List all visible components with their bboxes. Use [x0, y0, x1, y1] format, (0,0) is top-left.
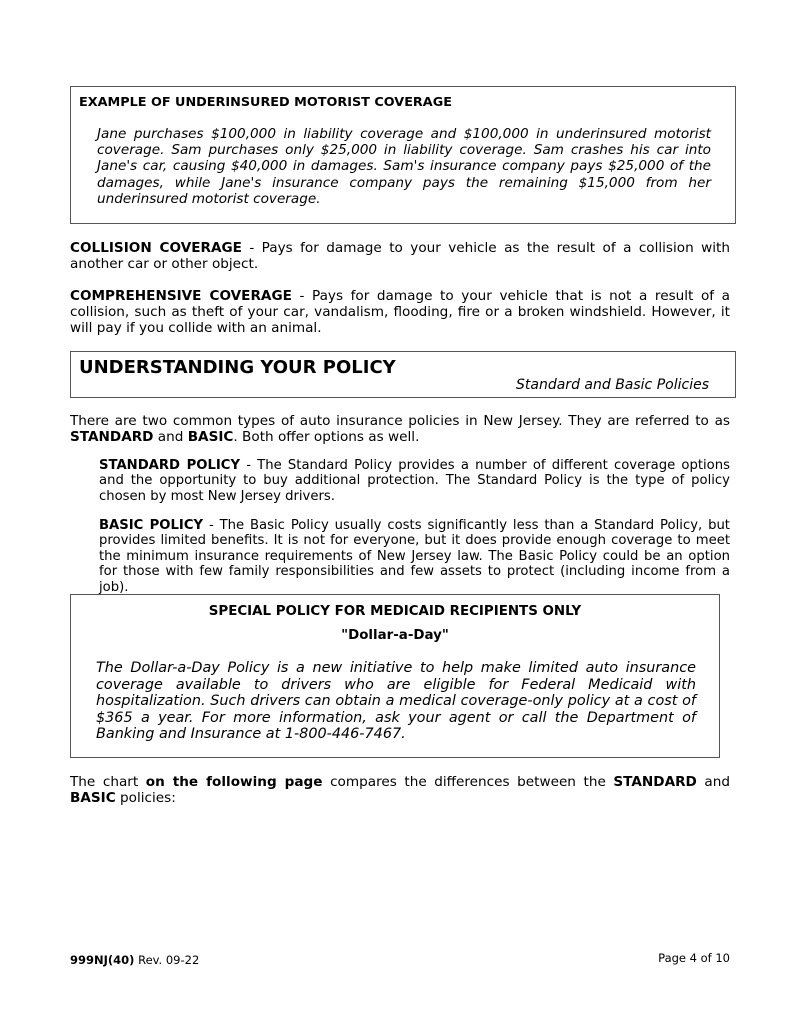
chart-note-standard: STANDARD [613, 774, 697, 790]
collision-coverage-term: COLLISION COVERAGE [70, 240, 242, 256]
basic-policy-paragraph [99, 518, 730, 595]
underinsured-example-title: EXAMPLE OF UNDERINSURED MOTORIST COVERAGE [79, 95, 452, 110]
policy-types-intro [70, 413, 730, 445]
medicaid-policy-title: SPECIAL POLICY FOR MEDICAID RECIPIENTS ONLY [208, 604, 582, 619]
chart-note-text-2: compares the differences between the [322, 774, 614, 790]
chart-note-text-3: policies: [115, 790, 176, 807]
chart-note-and: and [696, 774, 730, 790]
footer-page-number: Page 4 of 10 [658, 951, 730, 965]
medicaid-policy-text: The Dollar-a-Day Policy is a new initiative to help make limited auto insurance coverage available to drivers who are eligible for Federal Medicaid with hospitalization. Such drivers can obtain a medical coverage-only policy at a cost of $365 a year. For more information, ask your agent or call the Department of Banking and Insurance at 1-800-446-7467. [96, 660, 696, 743]
chart-note-text-1: The chart [70, 774, 146, 790]
comprehensive-coverage-term: COMPREHENSIVE COVERAGE [70, 288, 292, 304]
standard-policy-paragraph [99, 458, 730, 504]
underinsured-example-box [70, 86, 736, 224]
basic-policy-text: - The Basic Policy usually costs significantly less than a Standard Policy, but provides limited benefits. It is not for everyone, but it does provide enough coverage to meet the minimum insurance requirements of New Jersey law. The Basic Policy could be an option for those with few family responsibilities and few assets to protect (including income from a job). [99, 518, 730, 595]
understanding-policy-subtitle: Standard and Basic Policies [516, 377, 709, 393]
collision-coverage-text: - Pays for damage to your vehicle as the result of a collision with another car or other object. [70, 240, 730, 273]
intro-and: and [153, 429, 188, 446]
collision-coverage-paragraph [70, 240, 730, 272]
form-revision: Rev. 09-22 [134, 953, 200, 967]
medicaid-policy-box [70, 594, 720, 758]
intro-text-1: There are two common types of auto insurance policies in New Jersey. They are referred to as [70, 413, 730, 429]
understanding-policy-header-box [70, 351, 736, 398]
intro-text-2: . Both offer options as well. [233, 429, 420, 446]
intro-standard: STANDARD [70, 429, 154, 446]
chart-note-emphasis: on the following page [145, 774, 323, 790]
understanding-policy-title: UNDERSTANDING YOUR POLICY [79, 357, 396, 378]
comprehensive-coverage-paragraph [70, 288, 730, 337]
standard-policy-term: STANDARD POLICY [99, 458, 240, 473]
standard-policy-text: - The Standard Policy provides a number of different coverage options and the opportunity to buy additional protection. The Standard Policy is the type of policy chosen by most New Jersey drivers. [99, 458, 730, 504]
chart-reference-paragraph [70, 774, 730, 806]
intro-basic: BASIC [187, 429, 234, 446]
comprehensive-coverage-text: - Pays for damage to your vehicle that is not a result of a collision, such as theft of your car, vandalism, flooding, fire or a broken windshield. However, it will pay if you collide with an animal. [70, 288, 731, 337]
form-number: 999NJ(40) [70, 953, 135, 967]
footer-form-id [70, 953, 199, 967]
basic-policy-term: BASIC POLICY [99, 518, 204, 533]
medicaid-policy-subtitle: "Dollar-a-Day" [341, 628, 449, 643]
underinsured-example-text: Jane purchases $100,000 in liability coverage and $100,000 in underinsured motorist coverage. Sam purchases only $25,000 in liability coverage. Sam crashes his car into Jane's car, causing $40,000 in damages. Sam's insurance company pays $25,000 of the damages, while Jane's insurance company pays the remaining $15,000 from her underinsured motorist coverage. [97, 126, 711, 207]
chart-note-basic: BASIC [70, 790, 116, 807]
